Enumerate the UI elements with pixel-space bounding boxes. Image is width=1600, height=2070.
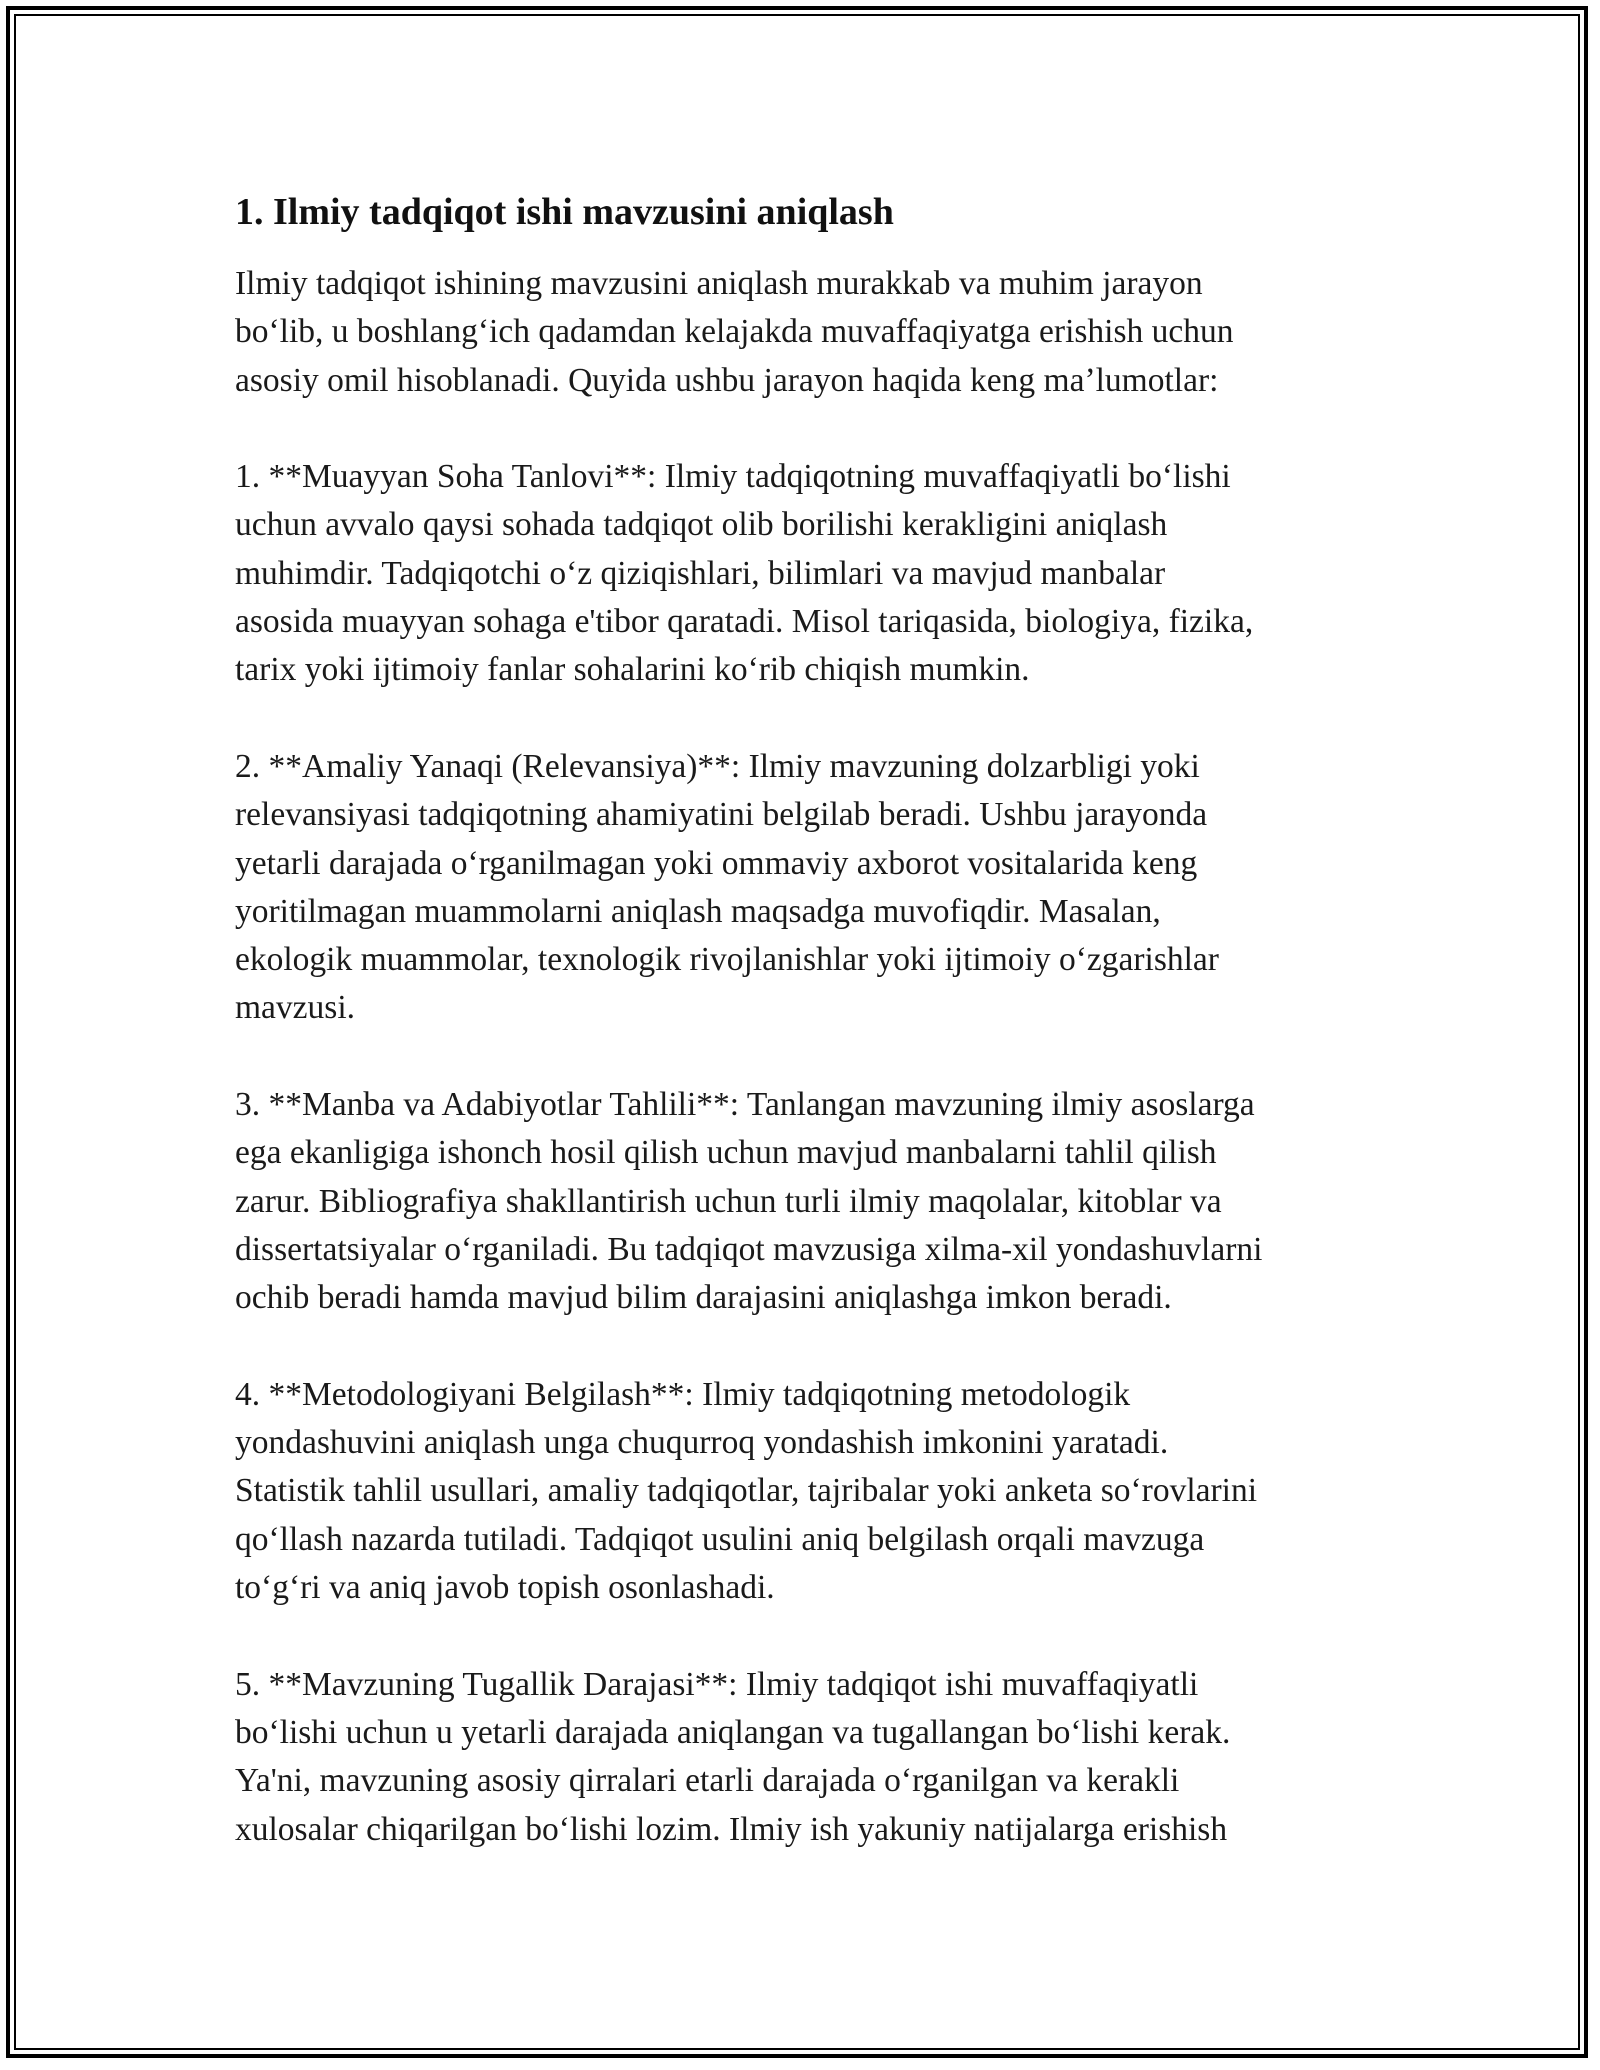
paragraph-tugallik-darajasi: 5. **Mavzuning Tugallik Darajasi**: Ilmiy tadqiqot ishi muvaffaqiyatli boʻlishi uchun u yetarli darajada aniqlangan va tugallangan boʻlishi kerak. Ya'ni, mavzuning asosiy qirralari etarli darajada oʻrganilgan va kerakli xulosalar chiqarilgan boʻlishi lozim. Ilmiy ish yakuniy natijalarga erishish	[235, 1665, 1231, 1848]
paragraph-metodologiya: 4. **Metodologiyani Belgilash**: Ilmiy tadqiqotning metodologik yondashuvini aniqlash unga chuqurroq yondashish imkonini yaratadi. Statistik tahlil usullari, amaliy tadqiqotlar, tajribalar yoki anketa soʻrovlarini qoʻllash nazarda tutiladi. Tadqiqot usulini aniq belgilash orqali mavzuga toʻgʻri va aniq javob topish osonlashadi.	[235, 1375, 1258, 1607]
paragraph-manba-tahlili: 3. **Manba va Adabiyotlar Tahlili**: Tanlangan mavzuning ilmiy asoslarga ega ekanligiga ishonch hosil qilish uchun mavjud manbalarni tahlil qilish zarur. Bibliografiya shakllantirish uchun turli ilmiy maqolalar, kitoblar va dissertatsiyalar oʻrganiladi. Bu tadqiqot mavzusiga xilma-xil yondashuvlarni ochib beradi hamda mavjud bilim darajasini aniqlashga imkon beradi.	[235, 1086, 1263, 1317]
intro-paragraph: Ilmiy tadqiqot ishining mavzusini aniqlash murakkab va muhim jarayon boʻlib, u boshlangʻich qadamdan kelajakda muvaffaqiyatga erishish uchun asosiy omil hisoblanadi. Quyida ushbu jarayon haqida keng maʼlumotlar:	[235, 265, 1234, 399]
document-body	[235, 188, 1375, 1902]
document-title: 1. Ilmiy tadqiqot ishi mavzusini aniqlash	[235, 191, 894, 233]
paragraph-amaliy-yanaqi: 2. **Amaliy Yanaqi (Relevansiya)**: Ilmiy mavzuning dolzarbligi yoki relevansiyasi tadqiqotning ahamiyatini belgilab beradi. Ushbu jarayonda yetarli darajada oʻrganilmagan yoki ommaviy axborot vositalarida keng yoritilmagan muammolarni aniqlash maqsadga muvofiqdir. Masalan, ekologik muammolar, texnologik rivojlanishlar yoki ijtimoiy oʻzgarishlar mavzusi.	[235, 747, 1219, 1027]
paragraph-soha-tanlovi: 1. **Muayyan Soha Tanlovi**: Ilmiy tadqiqotning muvaffaqiyatli boʻlishi uchun avvalo qaysi sohada tadqiqot olib borilishi kerakligini aniqlash muhimdir. Tadqiqotchi oʻz qiziqishlari, bilimlari va mavjud manbalar asosida muayyan sohaga e'tibor qaratadi. Misol tariqasida, biologiya, fizika, tarix yoki ijtimoiy fanlar sohalarini koʻrib chiqish mumkin.	[235, 458, 1254, 689]
